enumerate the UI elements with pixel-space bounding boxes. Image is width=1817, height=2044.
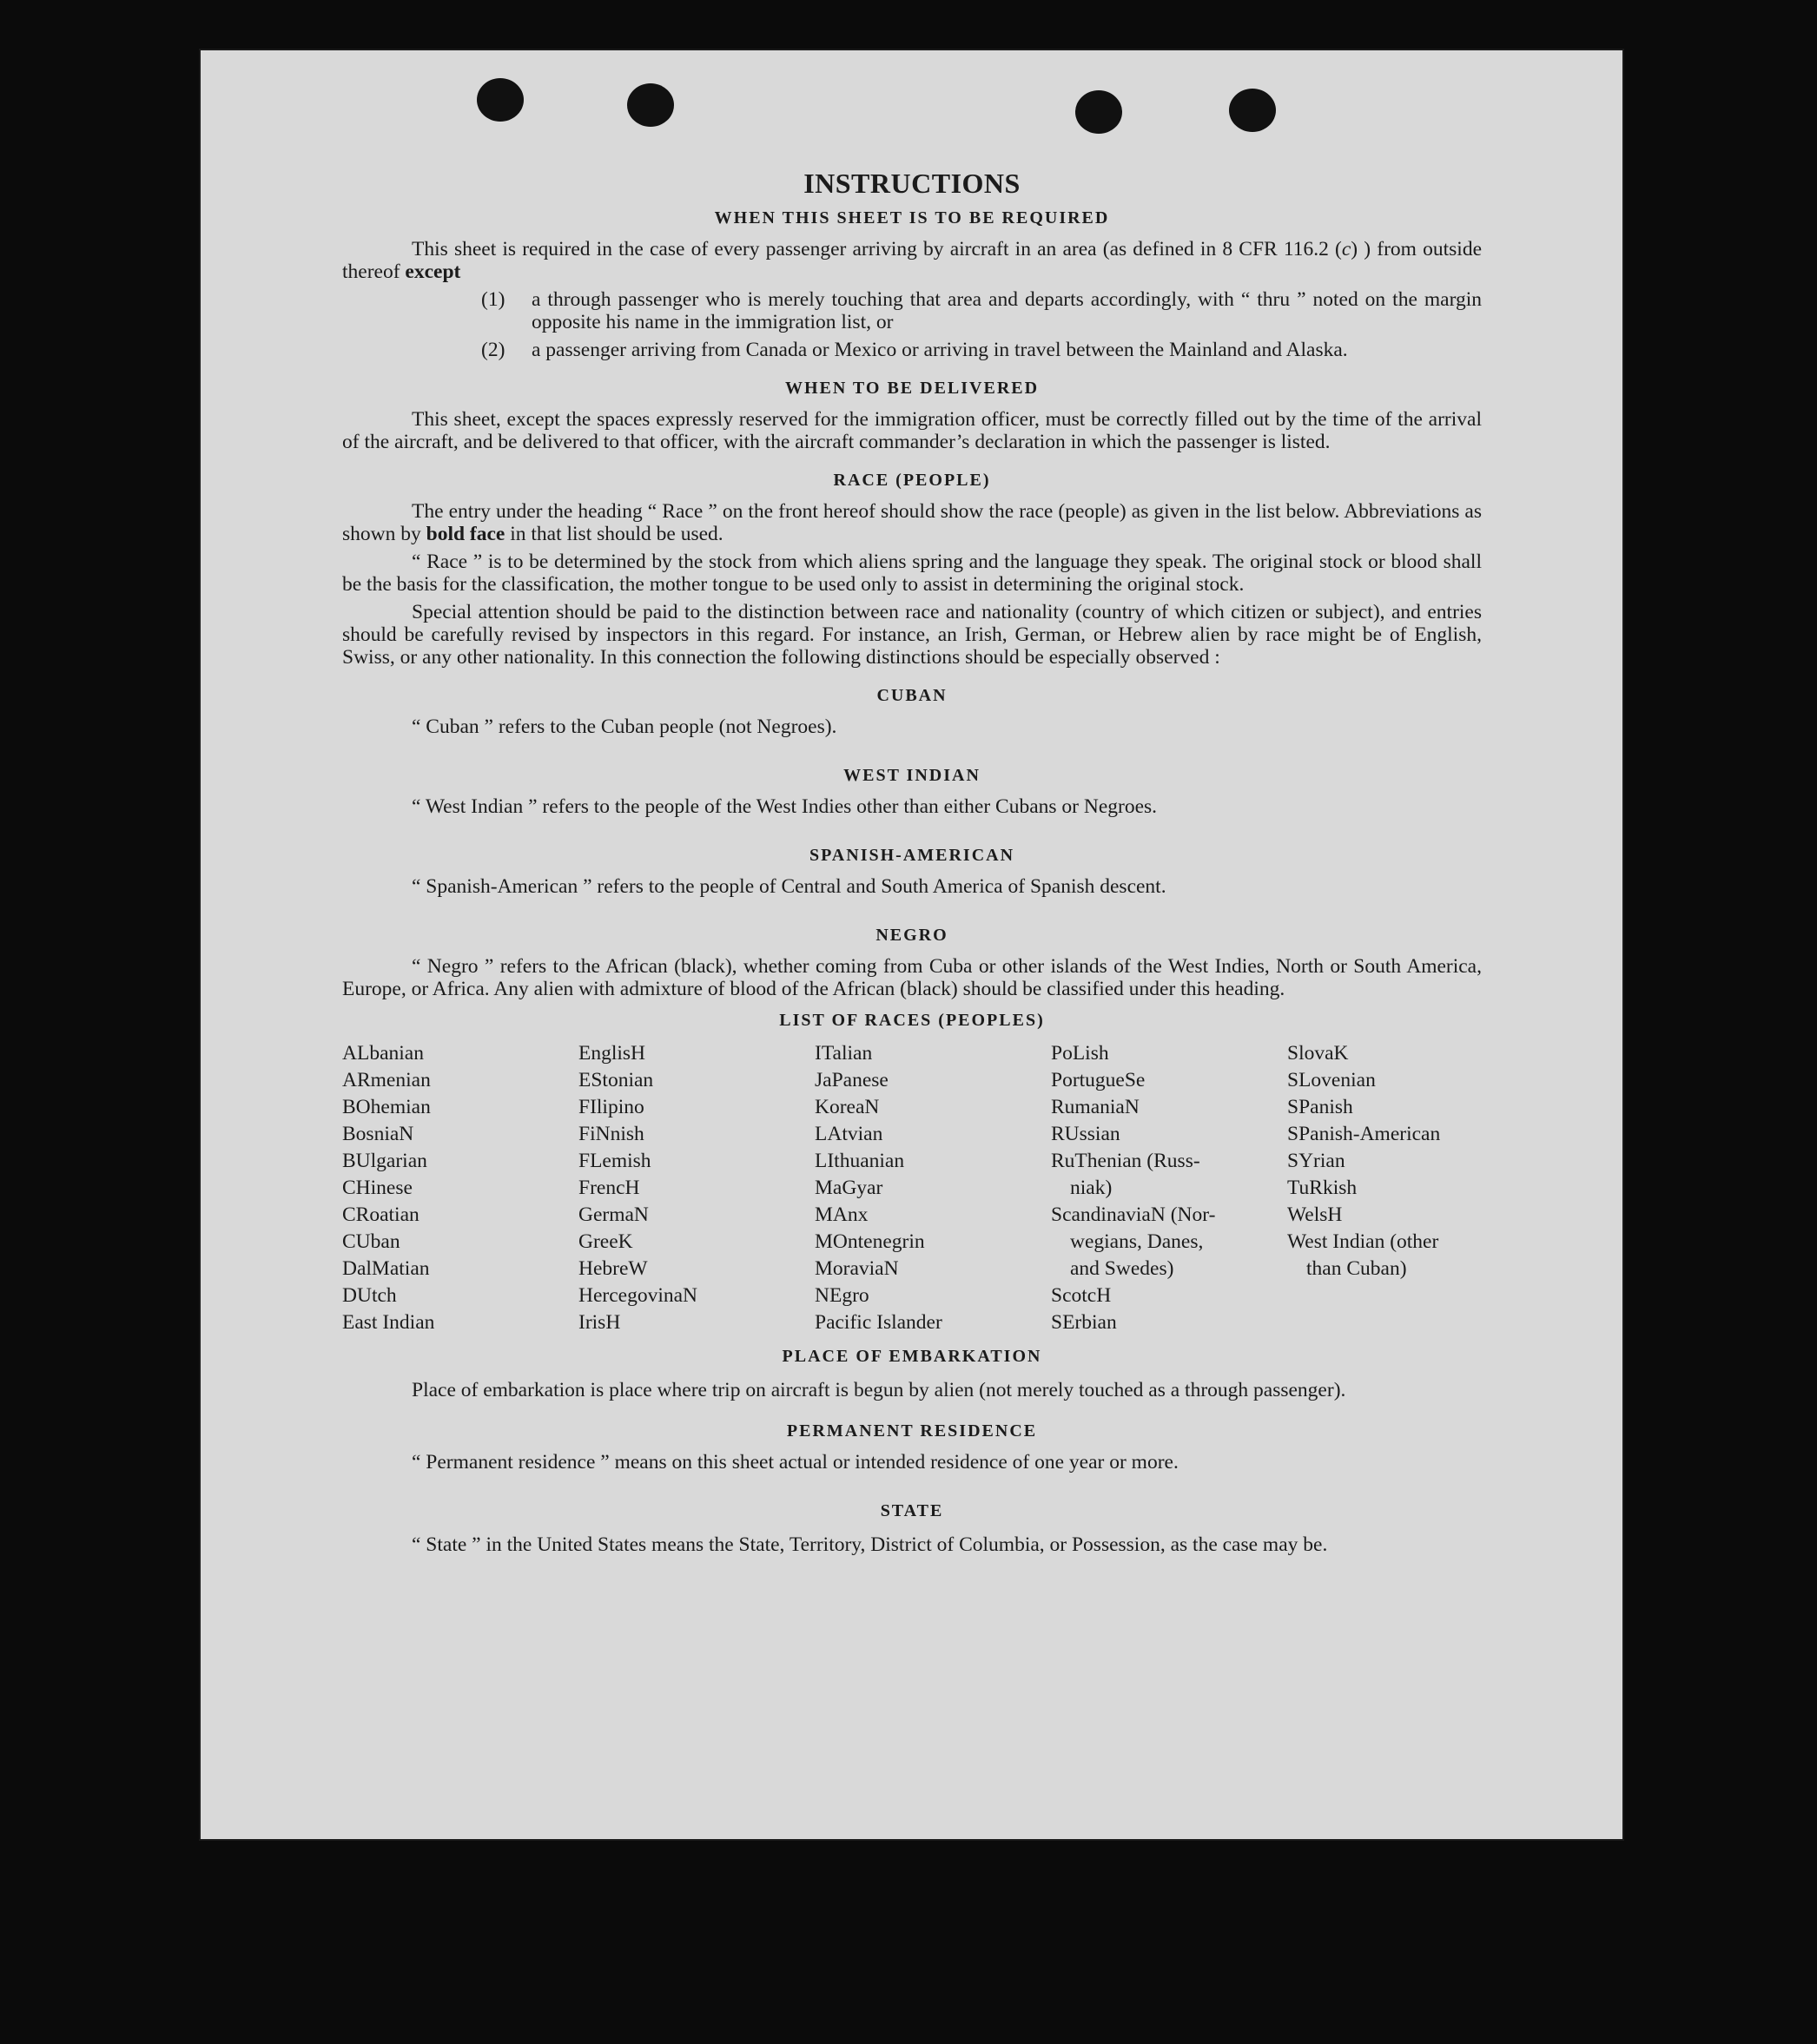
race-entry: IrisH (578, 1311, 621, 1334)
race-entry: LAtvian (815, 1123, 883, 1145)
race-entry: KoreaN (815, 1096, 880, 1118)
section-heading-west-indian: WEST INDIAN (843, 766, 981, 785)
race-entry: MAnx (815, 1203, 869, 1226)
section-heading-race: RACE (PEOPLE) (833, 471, 991, 490)
race-entry: West Indian (other (1287, 1230, 1439, 1253)
race-entry: SYrian (1287, 1150, 1345, 1172)
race-entry: HebreW (578, 1257, 648, 1280)
race-entry: PoLish (1051, 1042, 1109, 1065)
state-text: “ State ” in the United States means the State, Territory, District of Columbia, or Possession, as the case may be. (412, 1533, 1328, 1556)
race-entry: SPanish (1287, 1096, 1353, 1118)
race-entry: CHinese (342, 1177, 413, 1199)
race-entry: than Cuban) (1306, 1257, 1407, 1280)
races-column (1051, 1040, 1287, 1336)
race-entry: and Swedes) (1070, 1257, 1174, 1280)
exception-item-1: (1) a through passenger who is merely touching that area and departs accordingly, with “ thru ” noted on the margin opposite his name in the immigration list, or (481, 288, 1482, 333)
race-entry: ALbanian (342, 1042, 424, 1065)
west-indian-text: “ West Indian ” refers to the people of the West Indies other than either Cubans or Negroes. (412, 795, 1158, 818)
race-entry: EStonian (578, 1069, 654, 1091)
race-entry: FrencH (578, 1177, 640, 1199)
section-heading-list-of-races: LIST OF RACES (PEOPLES) (779, 1011, 1045, 1030)
race-entry: DUtch (342, 1284, 397, 1307)
race-entry: MaGyar (815, 1177, 883, 1199)
race-entry: ITalian (815, 1042, 873, 1065)
race-entry: FiNnish (578, 1123, 644, 1145)
race-entry: niak) (1070, 1177, 1113, 1199)
residence-text: “ Permanent residence ” means on this sheet actual or intended residence of one year or more. (412, 1451, 1179, 1474)
race-entry: FIlipino (578, 1096, 644, 1118)
race-entry: CRoatian (342, 1203, 420, 1226)
race-entry: RuThenian (Russ- (1051, 1150, 1200, 1172)
race-entry: NEgro (815, 1284, 869, 1307)
race-entry: Pacific Islander (815, 1311, 942, 1334)
races-list (342, 1040, 1482, 1336)
exception-item-2: (2) a passenger arriving from Canada or Mexico or arriving in travel between the Mainland and Alaska. (481, 339, 1348, 361)
race-entry: SErbian (1051, 1311, 1117, 1334)
section-heading-embarkation: PLACE OF EMBARKATION (782, 1347, 1042, 1366)
page-title: INSTRUCTIONS (803, 168, 1021, 199)
race-entry: BosniaN (342, 1123, 414, 1145)
races-column (815, 1040, 1051, 1336)
race-entry: MoraviaN (815, 1257, 899, 1280)
race-entry: RumaniaN (1051, 1096, 1140, 1118)
when-required-intro: This sheet is required in the case of every passenger arriving by aircraft in an area (as defined in 8 CFR 116.2 (c) ) from outside thereof except (342, 238, 1482, 283)
section-heading-residence: PERMANENT RESIDENCE (786, 1421, 1038, 1441)
race-entry: GreeK (578, 1230, 633, 1253)
race-entry: ARmenian (342, 1069, 431, 1091)
race-entry: CUban (342, 1230, 400, 1253)
document-page (201, 50, 1622, 1839)
race-entry: SPanish-American (1287, 1123, 1441, 1145)
section-heading-state: STATE (880, 1501, 944, 1520)
race-entry: WelsH (1287, 1203, 1343, 1226)
punch-hole (1229, 89, 1276, 132)
races-column (578, 1040, 815, 1336)
punch-hole (627, 83, 674, 127)
race-entry: SLovenian (1287, 1069, 1376, 1091)
race-entry: wegians, Danes, (1070, 1230, 1204, 1253)
punch-hole (1075, 90, 1122, 134)
race-entry: ScandinaviaN (Nor- (1051, 1203, 1216, 1226)
section-heading-when-required: WHEN THIS SHEET IS TO BE REQUIRED (714, 208, 1110, 227)
section-heading-when-delivered: WHEN TO BE DELIVERED (784, 379, 1040, 398)
cuban-text: “ Cuban ” refers to the Cuban people (not Negroes). (412, 715, 837, 738)
race-paragraph-2: “ Race ” is to be determined by the stock from which aliens spring and the language they speak. The original stock or blood shall be the basis for the classification, the mother tongue to be used only to assist in determining the original stock. (342, 551, 1482, 596)
race-entry: LIthuanian (815, 1150, 905, 1172)
negro-text: “ Negro ” refers to the African (black), whether coming from Cuba or other islands of the West Indies, North or South America, Europe, or Africa. Any alien with admixture of blood of the African (black) should be classified under this heading. (342, 955, 1482, 1000)
race-entry: MOntenegrin (815, 1230, 925, 1253)
race-entry: ScotcH (1051, 1284, 1112, 1307)
races-column (342, 1040, 578, 1336)
race-paragraph-3: Special attention should be paid to the distinction between race and nationality (country of which citizen or subject), and entries should be carefully revised by inspectors in this regard. For instance, an Irish, German, or Hebrew alien by race might be of English, Swiss, or any other nationality. In this connection the following distinctions should be especially observed : (342, 601, 1482, 669)
race-entry: East Indian (342, 1311, 435, 1334)
section-heading-cuban: CUBAN (876, 686, 948, 705)
race-entry: BOhemian (342, 1096, 431, 1118)
section-heading-spanish-american: SPANISH-AMERICAN (809, 846, 1015, 865)
instructions-content (342, 168, 1482, 1559)
race-entry: BUlgarian (342, 1150, 427, 1172)
race-entry: TuRkish (1287, 1177, 1358, 1199)
race-entry: EnglisH (578, 1042, 646, 1065)
embarkation-text: Place of embarkation is place where trip on aircraft is begun by alien (not merely touched as a through passenger). (412, 1379, 1346, 1401)
race-entry: GermaN (578, 1203, 649, 1226)
race-entry: DalMatian (342, 1257, 430, 1280)
race-entry: PortugueSe (1051, 1069, 1146, 1091)
punch-hole (477, 78, 524, 122)
race-entry: FLemish (578, 1150, 651, 1172)
races-column (1287, 1040, 1482, 1336)
when-delivered-text: This sheet, except the spaces expressly reserved for the immigration officer, must be correctly filled out by the time of the arrival of the aircraft, and be delivered to that officer, with the aircraft commander’s declaration in which the passenger is listed. (342, 408, 1482, 453)
spanish-american-text: “ Spanish-American ” refers to the people of Central and South America of Spanish descent. (412, 875, 1166, 898)
race-entry: RUssian (1051, 1123, 1120, 1145)
section-heading-negro: NEGRO (875, 926, 948, 945)
race-entry: SlovaK (1287, 1042, 1349, 1065)
race-paragraph-1: The entry under the heading “ Race ” on the front hereof should show the race (people) as given in the list below. Abbreviations as shown by bold face in that list should be used. (342, 500, 1482, 545)
race-entry: HercegovinaN (578, 1284, 698, 1307)
race-entry: JaPanese (815, 1069, 889, 1091)
